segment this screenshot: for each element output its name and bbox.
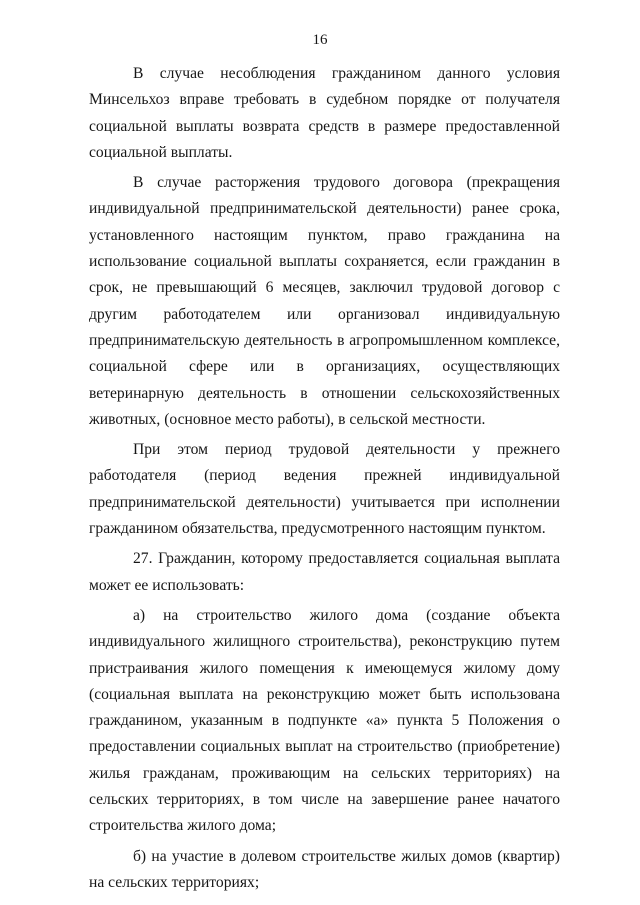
document-body (89, 61, 560, 896)
paragraph-misuse-refund: В случае несоблюдения гражданином данного условия Минсельхоз вправе требовать в судебном порядке от получателя социальной выплаты возврата средств в размере предоставленной социальной выплаты. (89, 65, 560, 161)
paragraph-item-27: 27. Гражданин, которому предоставляется социальная выплата может ее использовать: (89, 550, 560, 594)
paragraph-employment-period: При этом период трудовой деятельности у прежнего работодателя (период ведения прежней индивидуальной предпринимательской деятельности) учитывается при исполнении гражданином обязательства, предусмотренного настоящим пунктом. (89, 441, 560, 538)
page-number: 16 (312, 32, 328, 48)
paragraph-subitem-a: а) на строительство жилого дома (создание объекта индивидуального жилищного строительства), реконструкцию путем пристраивания жилого помещения к имеющемуся жилому дому (социальная выплата на реконструкцию может быть использована гражданином, указанным в подпункте «а» пункта 5 Положения о предоставлении социальных выплат на строительство (приобретение) жилья гражданам, проживающим на сельских территориях) на сельских территориях, в том числе на завершение ранее начатого строительства жилого дома; (89, 606, 560, 835)
paragraph-subitem-b: б) на участие в долевом строительстве жилых домов (квартир) на сельских территориях; (89, 847, 560, 891)
paragraph-contract-termination: В случае расторжения трудового договора (прекращения индивидуальной предпринимательской деятельности) ранее срока, установленного настоящим пунктом, право гражданина на использование социальной выплаты сохраняется, если гражданин в срок, не превышающий 6 месяцев, заключил трудовой договор с другим работодателем или организовал индивидуальную предпринимательскую деятельность в агропромышленном комплексе, социальной сфере или в организациях, осуществляющих ветеринарную деятельность в отношении сельскохозяйственных животных, (основное место работы), в сельской местности. (89, 174, 560, 428)
